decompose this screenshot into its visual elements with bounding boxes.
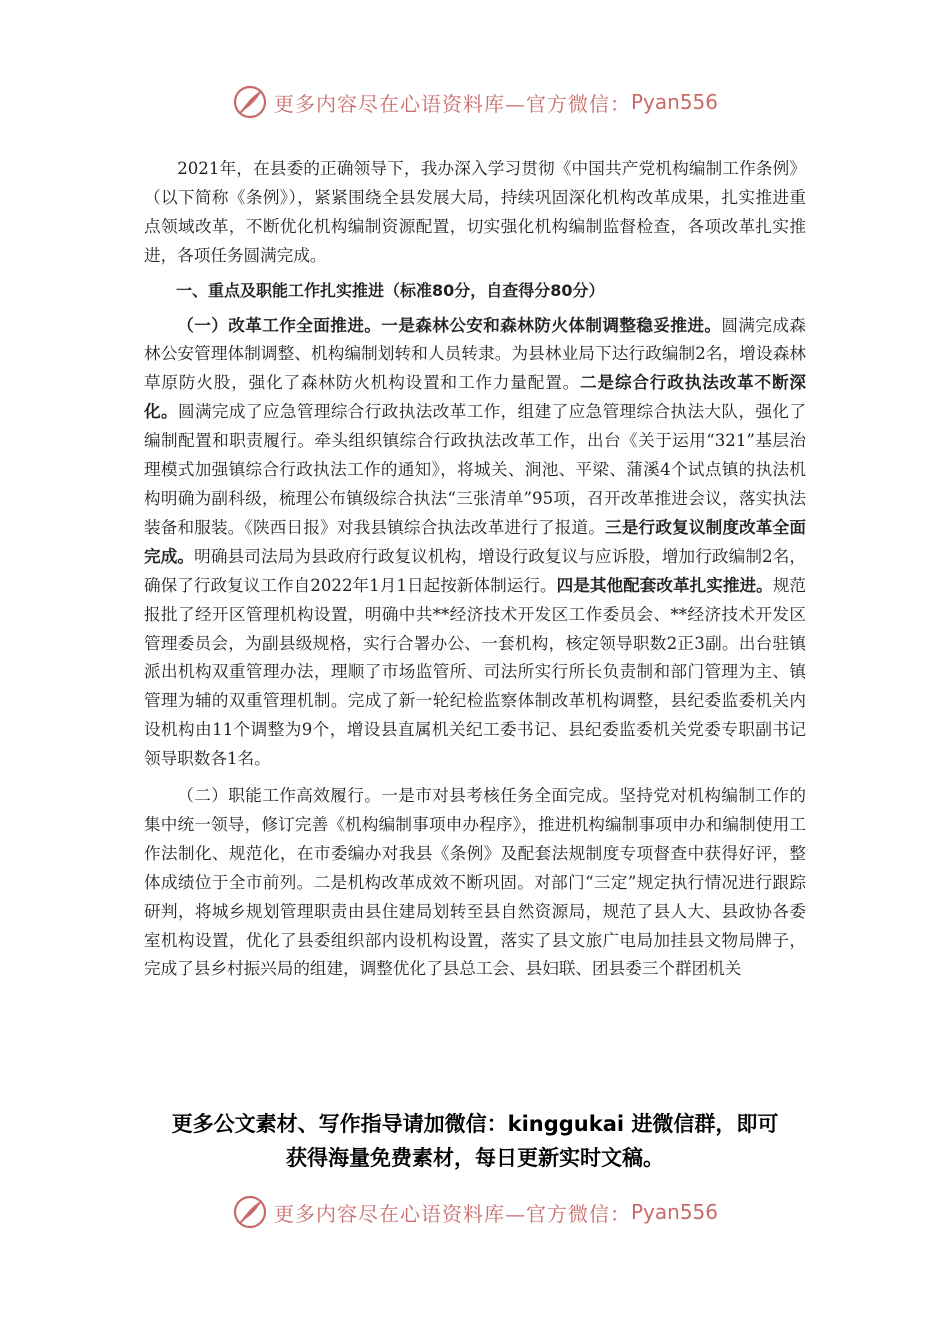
reform-text-4: 规范报批了经开区管理机构设置，明确中共**经济技术开发区工作委员会、**经济技术开发区管理委员会，为副县级规格，实行合署办公、一套机构，核定领导职数2正3副。出台驻镇派出机构双重管理办法，理顺了市场监管所、司法所实行所长负责制和部门管理为主、镇管理为辅的双重管理机制。完成了新一轮纪检监察体制改革机构调整，县纪委监委机关内设机构由11个调整为9个，增设县直属机关纪工委书记、县纪委监委机关党委专职副书记领导职数各1名。 <box>144 575 807 769</box>
watermark-header <box>0 82 950 122</box>
watermark-wechat-id: Pyan556 <box>630 90 718 114</box>
section-heading: 一、重点及职能工作扎实推进（标准80分，自查得分80分） <box>176 280 605 300</box>
functions-paragraph: （二）职能工作高效履行。一是市对县考核任务全面完成。坚持党对机构编制工作的集中统一领导，修订完善《机构编制事项申办程序》，推进机构编制事项申办和编制使用工作法制化、规范化，在市委编办对我县《条例》及配套法规制度专项督查中获得好评，整体成绩位于全市前列。二是机构改革成效不断巩固。对部门“三定”规定执行情况进行跟踪研判，将城乡规划管理职责由县住建局划转至县自然资源局，规范了县人大、县政协各委室机构设置，优化了县委组织部内设机构设置，落实了县文旅广电局加挂县文物局牌子，完成了县乡村振兴局的组建，调整优化了县总工会、县妇联、团县委三个群团机关 <box>144 786 806 979</box>
watermark-footer <box>0 1192 950 1232</box>
reform-point-2: 二是综合行政执法改革不断深化。 <box>144 373 807 422</box>
reform-text-1: 圆满完成森林公安管理体制调整、机构编制划转和人员转隶。为县林业局下达行政编制2名，增设森林草原防火股，强化了森林防火机构设置和工作力量配置。 <box>144 315 807 393</box>
reform-text-3: 明确县司法局为县政府行政复议机构，增设行政复议与应诉股，增加行政编制2名，确保了行政复议工作自2022年1月1日起按新体制运行。 <box>144 546 807 595</box>
quill-pen-icon <box>232 1194 268 1230</box>
reform-point-4: 四是其他配套改革扎实推进。 <box>556 575 773 595</box>
reform-point-3: 三是行政复议制度改革全面完成。 <box>144 517 807 566</box>
promo-notice <box>120 1107 830 1175</box>
reform-subheading: （一）改革工作全面推进。一是森林公安和森林防火体制调整稳妥推进。 <box>177 315 722 335</box>
reform-text-2: 圆满完成了应急管理综合行政执法改革工作，组建了应急管理综合执法大队，强化了编制配置和职责履行。牵头组织镇综合行政执法改革工作，出台《关于运用“321”基层治理模式加强镇综合行政执法工作的通知》，将城关、涧池、平梁、蒲溪4个试点镇的执法机构明确为副科级，梳理公布镇级综合执法“三张清单”95项，召开改革推进会议，落实执法装备和服装。《陕西日报》对我县镇综合执法改革进行了报道。 <box>144 402 806 537</box>
promo-line-1: 更多公文素材、写作指导请加微信：kinggukai 进微信群，即可 <box>171 1112 779 1136</box>
watermark-text: 更多内容尽在心语资料库—官方微信： <box>273 91 631 116</box>
watermark-wechat-id: Pyan556 <box>630 1200 718 1224</box>
intro-paragraph: 2021年，在县委的正确领导下，我办深入学习贯彻《中国共产党机构编制工作条例》（以下简称《条例》），紧紧围绕全县发展大局，持续巩固深化机构改革成果，扎实推进重点领域改革，不断优化机构编制资源配置，切实强化机构编制监督检查，各项改革扎实推进，各项任务圆满完成。 <box>144 159 806 265</box>
quill-pen-icon <box>232 84 268 120</box>
promo-line-2: 获得海量免费素材，每日更新实时文稿。 <box>286 1146 664 1170</box>
watermark-text: 更多内容尽在心语资料库—官方微信： <box>273 1201 631 1226</box>
document-body <box>144 155 806 984</box>
reform-paragraph <box>144 312 806 775</box>
